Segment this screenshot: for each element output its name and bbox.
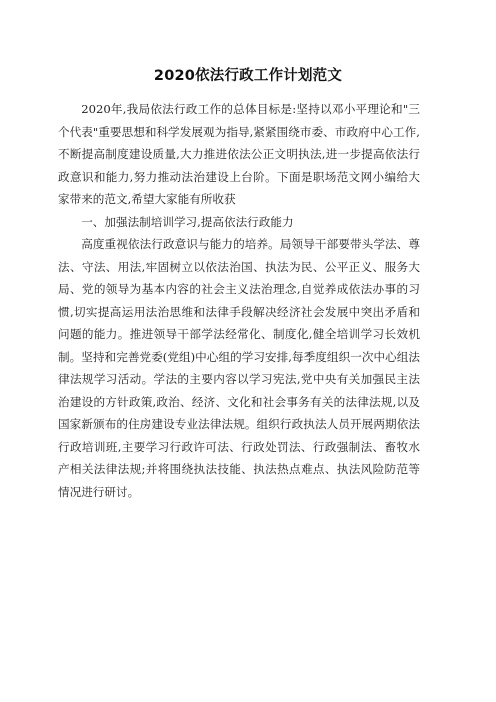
document-body [58,98,420,503]
section-heading: 一、加强法制培训学习,提高依法行政能力 [81,214,294,229]
paragraph-training: 高度重视依法行政意识与能力的培养。局领导干部要带头学法、尊法、守法、用法,牢固树立以依法治国、执法为民、公平正义、服务大局、党的领导为基本内容的社会主义法治理念,自觉养成依法办事的习惯,切实提高运用法治思维和法律手段解决经济社会发展中突出矛盾和问题的能力。推进领导干部学法经常化、制度化,健全培训学习长效机制。坚持和完善党委(党组)中心组的学习安排,每季度组织一次中心组法律法规学习活动。学法的主要内容以学习宪法,党中央有关加强民主法治建设的方针政策,政治、经济、文化和社会事务有关的法律法规,以及国家新颁布的住房建设专业法律法规。组织行政执法人员开展两期依法行政培训班,主要学习行政许可法、行政处罚法、行政强制法、畜牧水产相关法律法规;并将围绕执法技能、执法热点难点、执法风险防范等情况进行研讨。 [58,237,420,499]
paragraph-intro: 2020年,我局依法行政工作的总体目标是:坚持以邓小平理论和"三个代表"重要思想和科学发展观为指导,紧紧围绕市委、市政府中心工作,不断提高制度建设质量,大力推进依法公正文明执法,进一步提高依法行政意识和能力,努力推动法治建设上台阶。下面是职场范文网小编给大家带来的范文,希望大家能有所收获 [58,102,420,206]
document-title: 2020依法行政工作计划范文 [153,68,343,84]
